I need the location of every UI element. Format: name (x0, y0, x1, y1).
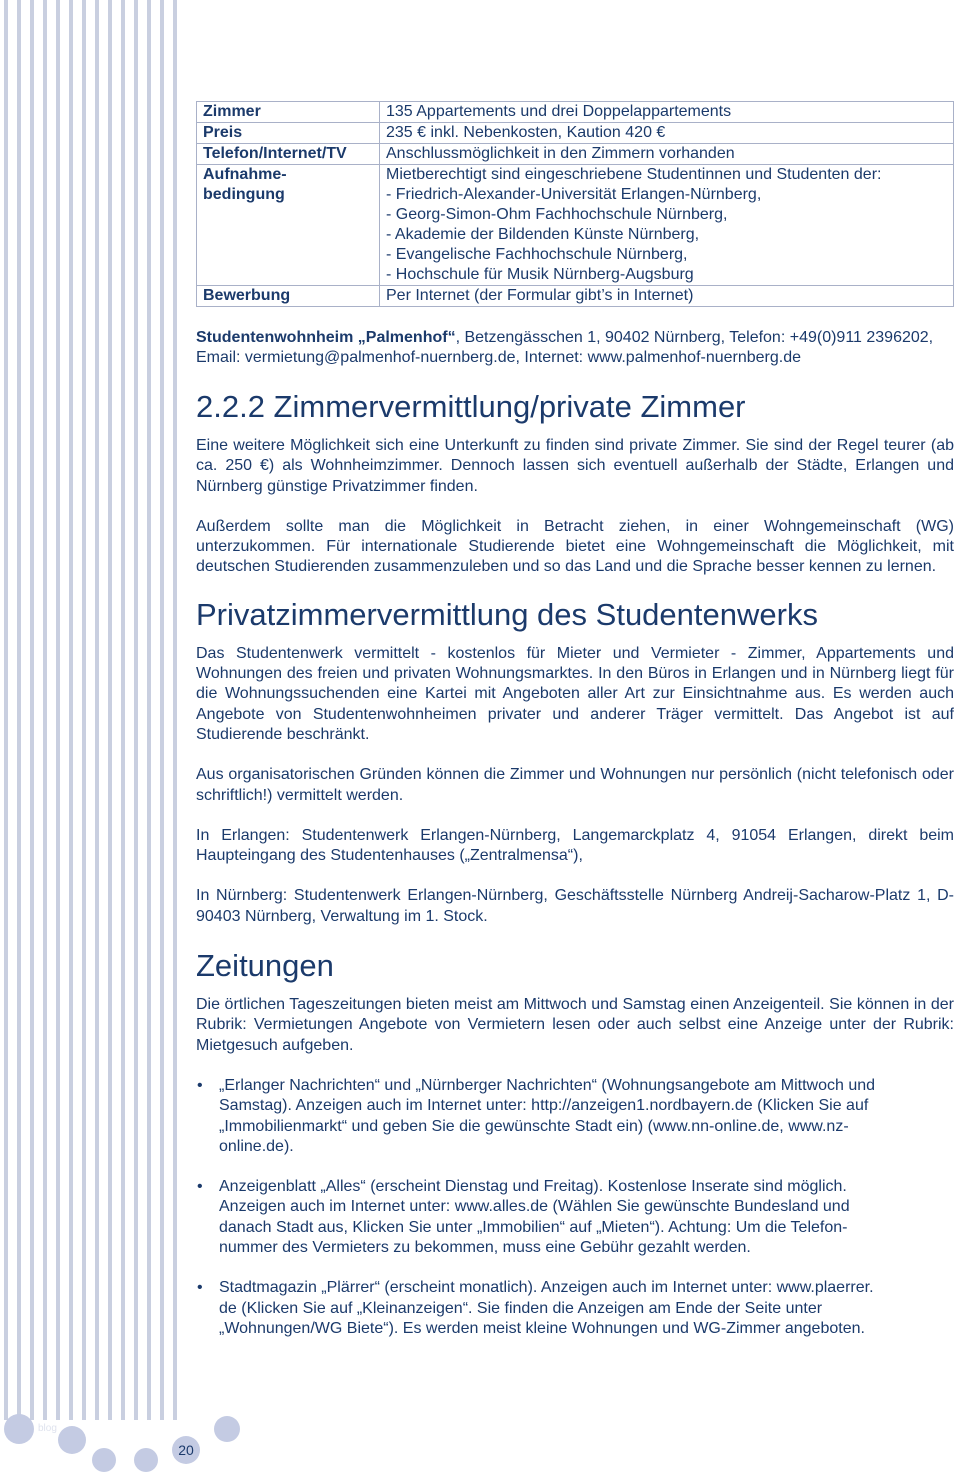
table-key: Preis (197, 123, 380, 144)
list-item-line: de (Klicken Sie auf „Kleinanzeigen“. Sie finden die Anzeigen am Ende der Seite unter (219, 1299, 823, 1317)
table-value (380, 102, 954, 123)
table-value-line: 135 Appartements und drei Doppelappartements (386, 103, 732, 120)
table-row (197, 165, 954, 286)
table-value-line: 235 € inkl. Nebenkosten, Kaution 420 € (386, 124, 666, 141)
list-item-line: Samstag). Anzeigen auch im Internet unter: http://anzeigen1.nordbayern.de (Klicken Sie auf (219, 1097, 869, 1115)
watermark: blog (38, 1423, 57, 1434)
table-key: Telefon/Internet/TV (197, 144, 380, 165)
table-value-line: - Friedrich-Alexander-Universität Erlangen-Nürnberg, (386, 186, 762, 203)
dormitory-info-table (196, 101, 954, 307)
table-value (380, 144, 954, 165)
paragraph: In Erlangen: Studentenwerk Erlangen-Nürnberg, Langemarckplatz 4, 91054 Erlangen, direkt beim Haupteingang des Studentenhauses („Zentralmensa“), (196, 826, 954, 865)
paragraph: In Nürnberg: Studentenwerk Erlangen-Nürnberg, Geschäftsstelle Nürnberg Andreij-Sacharow-Platz 1, D-90403 Nürnberg, Verwaltung im 1. Stock. (196, 887, 954, 925)
table-value-line: Mietberechtigt sind eingeschriebene Studentinnen und Studenten der: (386, 166, 882, 183)
list-item-line: online.de). (219, 1137, 294, 1155)
table-key: Zimmer (197, 102, 380, 123)
decorative-dot (4, 1414, 34, 1444)
list-item-line: Anzeigen auch im Internet unter: www.alles.de (Wählen Sie gewünschte Bundesland und (219, 1198, 850, 1216)
list-item (196, 1076, 954, 1157)
bullet-icon: • (197, 1279, 203, 1297)
table-value-line: Per Internet (der Formular gibt’s in Internet) (386, 287, 694, 304)
table-value-line: - Hochschule für Musik Nürnberg-Augsburg (386, 266, 694, 283)
decorative-stripes (0, 0, 190, 1476)
decorative-dot (134, 1448, 158, 1472)
table-value-line: - Evangelische Fachhochschule Nürnberg, (386, 246, 688, 263)
contact-details: , Betzengässchen 1, 90402 Nürnberg, Telefon: +49(0)911 2396202, Email: vermietung@palmenhof-nuernberg.de, Internet: www.palmenhof-nuernberg.de (196, 329, 934, 366)
table-value-line: Anschlussmöglichkeit in den Zimmern vorhanden (386, 145, 735, 162)
bullet-icon: • (197, 1178, 203, 1196)
decorative-dot (58, 1426, 86, 1454)
table-row (197, 102, 954, 123)
list-item (196, 1177, 954, 1258)
section-heading-studentenwerk: Privatzimmervermittlung des Studentenwerks (196, 596, 818, 632)
contact-name: Studentenwohnheim „Palmenhof“ (196, 329, 456, 346)
page-number: 20 (172, 1436, 200, 1464)
bullet-icon: • (197, 1076, 203, 1094)
paragraph: Aus organisatorischen Gründen können die Zimmer und Wohnungen nur persönlich (nicht telefonisch oder schriftlich!) vermittelt werden. (196, 766, 954, 804)
paragraph: Das Studentenwerk vermittelt - kostenlos für Mieter und Vermieter - Zimmer, Appartements und Wohnungen des freien und privaten Wohnungsmarktes. In den Büros in Erlangen und in Nürnberg liegt für die Wohnungssuchenden eine Kartei mit Angeboten aller Art zur Einsichtnahme aus. Es werden auch Angebote von Studentenwohnheimen privater und anderer Träger vermittelt. Das Angebot ist auf Studierende beschränkt. (196, 644, 954, 743)
paragraph: Die örtlichen Tageszeitungen bieten meist am Mittwoch und Samstag einen Anzeigenteil. Sie können in der Rubrik: Vermietungen Angebote von Vermietern lesen oder auch selbst eine Anzeige unter der Rubrik: Mietgesuch aufgeben. (196, 996, 954, 1054)
list-item-line: Anzeigenblatt „Alles“ (erscheint Dienstag und Freitag). Kostenlose Inserate sind möglich. (219, 1178, 847, 1196)
table-key: Aufnahme- bedingung (197, 165, 380, 286)
section-heading-private-rooms: 2.2.2 Zimmervermittlung/private Zimmer (196, 389, 746, 424)
table-row (197, 144, 954, 165)
list-item-line: „Immobilienmarkt“ und geben Sie die gewünschte Stadt ein) (www.nn-online.de, www.nz- (219, 1117, 849, 1135)
table-value (380, 123, 954, 144)
table-value-line: - Georg-Simon-Ohm Fachhochschule Nürnberg, (386, 206, 728, 223)
list-item-line: Stadtmagazin „Plärrer“ (erscheint monatlich). Anzeigen auch im Internet unter: www.plaerrer. (219, 1279, 874, 1297)
paragraph: Außerdem sollte man die Möglichkeit in Betracht ziehen, in einer Wohngemeinschaft (WG) unterzukommen. Für internationale Studierende bietet eine Wohngemeinschaft die Möglichkeit, mit deutschen Studierenden zusammenzuleben und so das Land und die Sprache besser kennen zu lernen. (196, 517, 954, 576)
table-value (380, 165, 954, 286)
list-item-line: danach Stadt aus, Klicken Sie unter „Immobilien“ auf „Mieten“). Achtung: Um die Telefon- (219, 1218, 848, 1236)
decorative-dot (92, 1448, 116, 1472)
newspaper-list (196, 1076, 954, 1339)
decorative-dot (214, 1416, 240, 1442)
table-value (380, 286, 954, 307)
table-row (197, 123, 954, 144)
table-key: Bewerbung (197, 286, 380, 307)
list-item-line: „Wohnungen/WG Biete“). Es werden meist kleine Wohnungen und WG-Zimmer angeboten. (219, 1319, 865, 1337)
list-item (196, 1278, 954, 1339)
section-heading-newspapers: Zeitungen (196, 948, 334, 984)
paragraph: Eine weitere Möglichkeit sich eine Unterkunft zu finden sind private Zimmer. Sie sind der Regel teurer (ab ca. 250 €) als Wohnheimzimmer. Dennoch lassen sich eventuell außerhalb der Städte, Erlangen und Nürnberg günstige Privatzimmer finden. (196, 437, 954, 495)
list-item-line: „Erlanger Nachrichten“ und „Nürnberger Nachrichten“ (Wohnungsangebote am Mittwoch und (219, 1076, 876, 1094)
contact-info (196, 328, 954, 368)
list-item-line: nummer des Vermieters zu bekommen, muss eine Gebühr gezahlt werden. (219, 1239, 751, 1257)
table-row (197, 286, 954, 307)
table-value-line: - Akademie der Bildenden Künste Nürnberg, (386, 226, 700, 243)
page-content (196, 101, 954, 1339)
